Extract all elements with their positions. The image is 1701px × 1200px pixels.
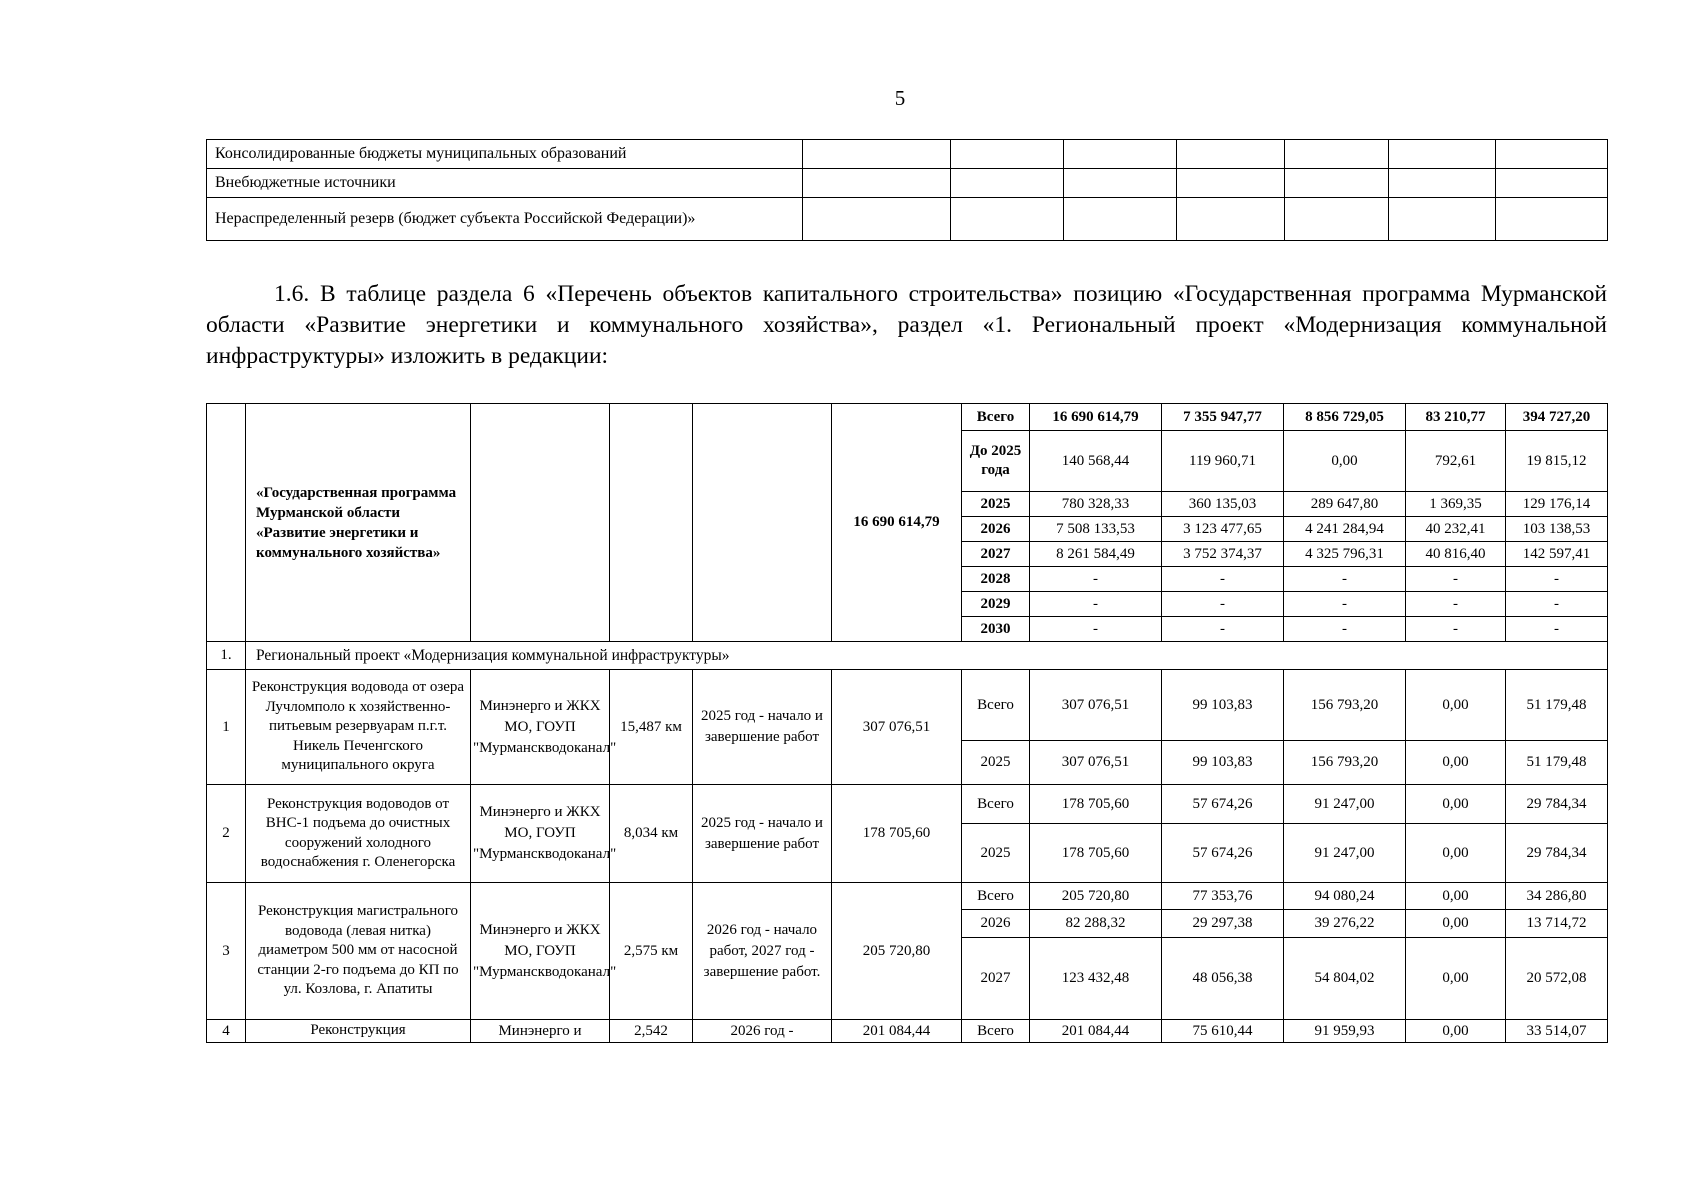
- municipal-budget-cell: 0,00: [1406, 1020, 1506, 1043]
- program-total-cost: 16 690 614,79: [832, 404, 962, 642]
- year-cell: 2026: [962, 910, 1030, 938]
- federal-budget-cell: 3 752 374,37: [1162, 542, 1284, 567]
- table-row: [207, 140, 1608, 169]
- regional-budget-cell: 94 080,24: [1284, 883, 1406, 910]
- regional-budget-cell: 91 959,93: [1284, 1020, 1406, 1043]
- regional-budget-cell: 8 856 729,05: [1284, 404, 1406, 431]
- federal-budget-cell: 29 297,38: [1162, 910, 1284, 938]
- year-cell: 2027: [962, 938, 1030, 1020]
- object-number: 3: [207, 883, 246, 1020]
- total-cost-cell: -: [1030, 617, 1162, 642]
- extrabudgetary-cell: 103 138,53: [1506, 517, 1608, 542]
- municipal-budget-cell: 40 816,40: [1406, 542, 1506, 567]
- municipal-budget-cell: -: [1406, 617, 1506, 642]
- regional-budget-cell: 4 325 796,31: [1284, 542, 1406, 567]
- total-cost-cell: 780 328,33: [1030, 492, 1162, 517]
- total-cost-cell: 8 261 584,49: [1030, 542, 1162, 567]
- object-name: Реконструкция водоводов от ВНС-1 подъема до очистных сооружений холодного водоснабжения г. Оленегорска: [246, 785, 471, 883]
- regional-budget-cell: -: [1284, 617, 1406, 642]
- municipal-budget-cell: 1 369,35: [1406, 492, 1506, 517]
- responsible-party: Минэнерго и ЖКХ МО, ГОУП "Мурманскводоканал": [471, 883, 610, 1020]
- extrabudgetary-cell: 51 179,48: [1506, 670, 1608, 741]
- federal-budget-cell: 99 103,83: [1162, 741, 1284, 785]
- extrabudgetary-cell: -: [1506, 617, 1608, 642]
- funding-source-label: Нераспределенный резерв (бюджет субъекта Российской Федерации)»: [207, 198, 803, 241]
- object-name: Реконструкция водовода от озера Лучломполо к хозяйственно-питьевым резервуарам п.г.т. Никель Печенгского муниципального округа: [246, 670, 471, 785]
- amendment-paragraph: 1.6. В таблице раздела 6 «Перечень объектов капитального строительства» позицию «Государственная программа Мурманской области «Развитие энергетики и коммунального хозяйства», раздел «1. Региональный проект «Модернизация коммунальной инфраструктуры» изложить в редакции:: [206, 281, 1607, 369]
- regional-budget-cell: 39 276,22: [1284, 910, 1406, 938]
- extrabudgetary-cell: 51 179,48: [1506, 741, 1608, 785]
- municipal-budget-cell: 0,00: [1406, 938, 1506, 1020]
- year-cell: 2025: [962, 824, 1030, 883]
- extrabudgetary-cell: 13 714,72: [1506, 910, 1608, 938]
- table-row: [207, 404, 1608, 431]
- total-cost-cell: 201 084,44: [1030, 1020, 1162, 1043]
- construction-term: 2026 год - начало работ, 2027 год - завершение работ.: [693, 883, 832, 1020]
- year-cell: Всего: [962, 883, 1030, 910]
- table-row: [207, 1020, 1608, 1043]
- federal-budget-cell: 57 674,26: [1162, 824, 1284, 883]
- estimated-cost: 201 084,44: [832, 1020, 962, 1043]
- empty-cell: [471, 404, 610, 642]
- federal-budget-cell: -: [1162, 617, 1284, 642]
- table-row: [207, 169, 1608, 198]
- empty-cell: [610, 404, 693, 642]
- extrabudgetary-cell: 33 514,07: [1506, 1020, 1608, 1043]
- year-cell: Всего: [962, 785, 1030, 824]
- empty-cell: [693, 404, 832, 642]
- object-number: 4: [207, 1020, 246, 1043]
- municipal-budget-cell: 792,61: [1406, 431, 1506, 492]
- municipal-budget-cell: 0,00: [1406, 883, 1506, 910]
- table-row: [207, 883, 1608, 910]
- federal-budget-cell: 360 135,03: [1162, 492, 1284, 517]
- extrabudgetary-cell: 29 784,34: [1506, 824, 1608, 883]
- year-cell: 2026: [962, 517, 1030, 542]
- regional-budget-cell: 91 247,00: [1284, 785, 1406, 824]
- year-cell: 2030: [962, 617, 1030, 642]
- municipal-budget-cell: 0,00: [1406, 910, 1506, 938]
- regional-budget-cell: -: [1284, 592, 1406, 617]
- table-row: [207, 198, 1608, 241]
- federal-budget-cell: 48 056,38: [1162, 938, 1284, 1020]
- extrabudgetary-cell: -: [1506, 592, 1608, 617]
- extrabudgetary-cell: 29 784,34: [1506, 785, 1608, 824]
- year-cell: 2027: [962, 542, 1030, 567]
- municipal-budget-cell: 40 232,41: [1406, 517, 1506, 542]
- extrabudgetary-cell: 394 727,20: [1506, 404, 1608, 431]
- capacity-cell: 15,487 км: [610, 670, 693, 785]
- year-cell: 2025: [962, 492, 1030, 517]
- municipal-budget-cell: 83 210,77: [1406, 404, 1506, 431]
- regional-budget-cell: -: [1284, 567, 1406, 592]
- regional-budget-cell: 4 241 284,94: [1284, 517, 1406, 542]
- extrabudgetary-cell: -: [1506, 567, 1608, 592]
- total-cost-cell: 140 568,44: [1030, 431, 1162, 492]
- year-cell: Всего: [962, 404, 1030, 431]
- construction-term: 2026 год -: [693, 1020, 832, 1043]
- extrabudgetary-cell: 142 597,41: [1506, 542, 1608, 567]
- federal-budget-cell: 3 123 477,65: [1162, 517, 1284, 542]
- regional-budget-cell: 156 793,20: [1284, 670, 1406, 741]
- capacity-cell: 2,575 км: [610, 883, 693, 1020]
- year-cell: Всего: [962, 1020, 1030, 1043]
- total-cost-cell: 307 076,51: [1030, 670, 1162, 741]
- responsible-party: Минэнерго и: [471, 1020, 610, 1043]
- regional-budget-cell: 156 793,20: [1284, 741, 1406, 785]
- extrabudgetary-cell: 129 176,14: [1506, 492, 1608, 517]
- capacity-cell: 8,034 км: [610, 785, 693, 883]
- municipal-budget-cell: 0,00: [1406, 741, 1506, 785]
- section-title: Региональный проект «Модернизация коммунальной инфраструктуры»: [246, 642, 1608, 670]
- total-cost-cell: 123 432,48: [1030, 938, 1162, 1020]
- federal-budget-cell: -: [1162, 592, 1284, 617]
- object-name: Реконструкция: [246, 1020, 471, 1043]
- municipal-budget-cell: 0,00: [1406, 824, 1506, 883]
- object-number: 1: [207, 670, 246, 785]
- capital-construction-table: [206, 403, 1608, 1043]
- funding-source-label: Консолидированные бюджеты муниципальных образований: [207, 140, 803, 169]
- total-cost-cell: 178 705,60: [1030, 824, 1162, 883]
- federal-budget-cell: 75 610,44: [1162, 1020, 1284, 1043]
- total-cost-cell: 205 720,80: [1030, 883, 1162, 910]
- capacity-cell: 2,542: [610, 1020, 693, 1043]
- year-cell: 2025: [962, 741, 1030, 785]
- funding-sources-table: [206, 139, 1608, 241]
- federal-budget-cell: 7 355 947,77: [1162, 404, 1284, 431]
- regional-budget-cell: 91 247,00: [1284, 824, 1406, 883]
- construction-term: 2025 год - начало и завершение работ: [693, 785, 832, 883]
- federal-budget-cell: 99 103,83: [1162, 670, 1284, 741]
- construction-term: 2025 год - начало и завершение работ: [693, 670, 832, 785]
- municipal-budget-cell: 0,00: [1406, 670, 1506, 741]
- regional-budget-cell: 54 804,02: [1284, 938, 1406, 1020]
- federal-budget-cell: 119 960,71: [1162, 431, 1284, 492]
- responsible-party: Минэнерго и ЖКХ МО, ГОУП "Мурманскводоканал": [471, 785, 610, 883]
- total-cost-cell: 7 508 133,53: [1030, 517, 1162, 542]
- funding-source-label: Внебюджетные источники: [207, 169, 803, 198]
- total-cost-cell: 16 690 614,79: [1030, 404, 1162, 431]
- section-number: 1.: [207, 642, 246, 670]
- extrabudgetary-cell: 34 286,80: [1506, 883, 1608, 910]
- federal-budget-cell: 77 353,76: [1162, 883, 1284, 910]
- estimated-cost: 307 076,51: [832, 670, 962, 785]
- table-row: [207, 670, 1608, 741]
- program-name: «Государственная программа Мурманской области «Развитие энергетики и коммунального хозяйства»: [246, 404, 471, 642]
- total-cost-cell: 178 705,60: [1030, 785, 1162, 824]
- total-cost-cell: 307 076,51: [1030, 741, 1162, 785]
- extrabudgetary-cell: 20 572,08: [1506, 938, 1608, 1020]
- estimated-cost: 205 720,80: [832, 883, 962, 1020]
- year-cell: Всего: [962, 670, 1030, 741]
- regional-budget-cell: 289 647,80: [1284, 492, 1406, 517]
- year-cell: 2028: [962, 567, 1030, 592]
- section-row: [207, 642, 1608, 670]
- year-cell: До 2025 года: [962, 431, 1030, 492]
- responsible-party: Минэнерго и ЖКХ МО, ГОУП "Мурманскводоканал": [471, 670, 610, 785]
- total-cost-cell: 82 288,32: [1030, 910, 1162, 938]
- federal-budget-cell: -: [1162, 567, 1284, 592]
- page-number: 5: [894, 86, 906, 110]
- year-cell: 2029: [962, 592, 1030, 617]
- extrabudgetary-cell: 19 815,12: [1506, 431, 1608, 492]
- object-number: 2: [207, 785, 246, 883]
- object-name: Реконструкция магистрального водовода (левая нитка) диаметром 500 мм от насосной станции 2-го подъема до КП по ул. Козлова, г. Апатиты: [246, 883, 471, 1020]
- row-number-cell: [207, 404, 246, 642]
- regional-budget-cell: 0,00: [1284, 431, 1406, 492]
- table-row: [207, 785, 1608, 824]
- municipal-budget-cell: -: [1406, 567, 1506, 592]
- total-cost-cell: -: [1030, 592, 1162, 617]
- municipal-budget-cell: -: [1406, 592, 1506, 617]
- total-cost-cell: -: [1030, 567, 1162, 592]
- municipal-budget-cell: 0,00: [1406, 785, 1506, 824]
- federal-budget-cell: 57 674,26: [1162, 785, 1284, 824]
- estimated-cost: 178 705,60: [832, 785, 962, 883]
